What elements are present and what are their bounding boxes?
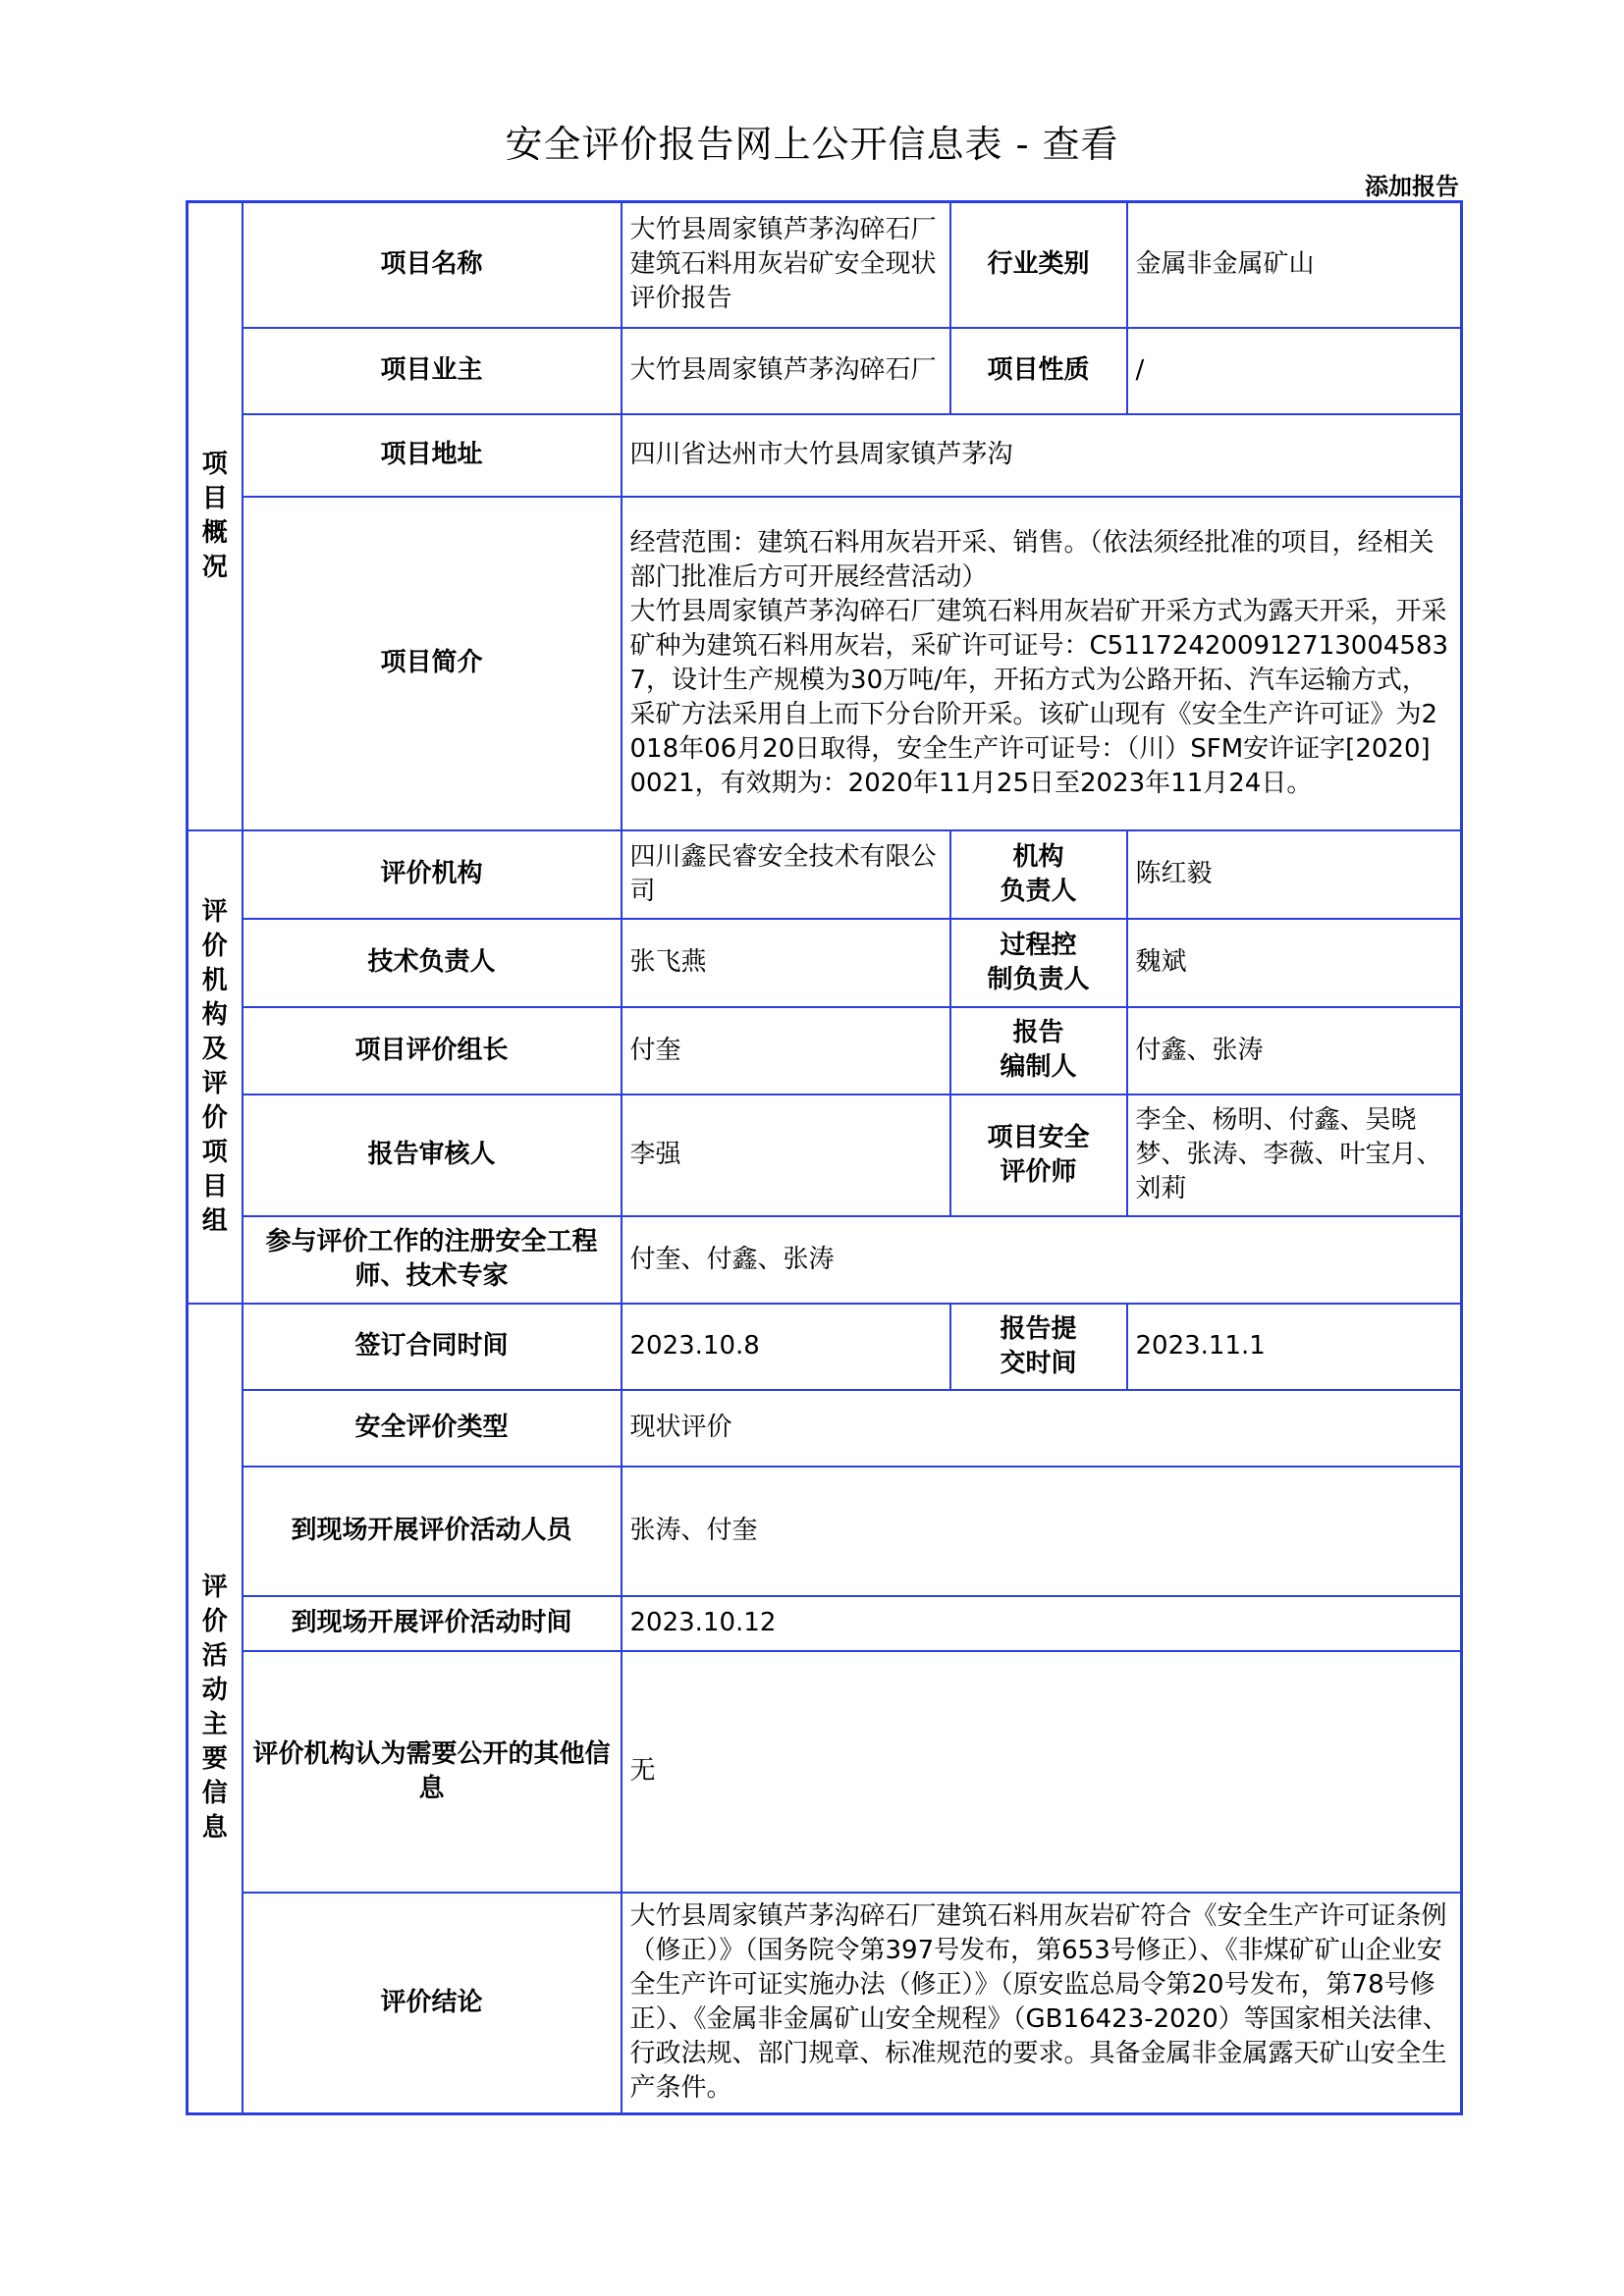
label-engineers: 参与评价工作的注册安全工程师、技术专家 [243, 1216, 622, 1304]
label-other-info: 评价机构认为需要公开的其他信息 [243, 1651, 622, 1893]
group-overview: 项 目 概 况 [188, 202, 243, 830]
row-site-date [188, 1596, 1462, 1651]
value-contract-date: 2023.10.8 [622, 1304, 950, 1390]
value-other-info: 无 [622, 1651, 1462, 1893]
label-conclusion: 评价结论 [243, 1893, 622, 2114]
value-process-head: 魏斌 [1127, 919, 1462, 1007]
value-engineers: 付奎、付鑫、张涛 [622, 1216, 1462, 1304]
value-owner: 大竹县周家镇芦茅沟碎石厂 [622, 328, 950, 414]
row-tech-head [188, 919, 1462, 1007]
label-eval-type: 安全评价类型 [243, 1390, 622, 1467]
label-report-author: 报告 编制人 [950, 1007, 1127, 1095]
value-safety-evaluator: 李全、杨明、付鑫、吴晓梦、张涛、李薇、叶宝月、刘莉 [1127, 1095, 1462, 1216]
label-industry: 行业类别 [950, 202, 1127, 328]
value-team-leader: 付奎 [622, 1007, 950, 1095]
value-eval-org: 四川鑫民睿安全技术有限公司 [622, 830, 950, 919]
label-safety-evaluator: 项目安全 评价师 [950, 1095, 1127, 1216]
row-conclusion [188, 1893, 1462, 2114]
label-owner: 项目业主 [243, 328, 622, 414]
row-project-name [188, 202, 1462, 328]
group-org: 评 价 机 构 及 评 价 项 目 组 [188, 830, 243, 1304]
value-tech-head: 张飞燕 [622, 919, 950, 1007]
label-contract-date: 签订合同时间 [243, 1304, 622, 1390]
label-address: 项目地址 [243, 414, 622, 497]
row-contract-date [188, 1304, 1462, 1390]
label-nature: 项目性质 [950, 328, 1127, 414]
value-intro: 经营范围：建筑石料用灰岩开采、销售。（依法须经批准的项目，经相关部门批准后方可开展经营活动） 大竹县周家镇芦茅沟碎石厂建筑石料用灰岩矿开采方式为露天开采，开采矿种为建筑石料用灰岩，采矿许可证号：C5117242009127130045837，设计生产规模为30万吨/年，开拓方式为公路开拓、汽车运输方式，采矿方法采用自上而下分台阶开采。该矿山现有《安全生产许可证》为2018年06月20日取得，安全生产许可证号：（川）SFM安许证字[2020] 0021，有效期为：2020年11月25日至2023年11月24日。 [622, 497, 1462, 830]
label-site-date: 到现场开展评价活动时间 [243, 1596, 622, 1651]
value-submit-date: 2023.11.1 [1127, 1304, 1462, 1390]
label-intro: 项目简介 [243, 497, 622, 830]
value-org-head: 陈红毅 [1127, 830, 1462, 919]
row-eval-org [188, 830, 1462, 919]
group-activity: 评 价 活 动 主 要 信 息 [188, 1304, 243, 2114]
row-address [188, 414, 1462, 497]
value-reviewer: 李强 [622, 1095, 950, 1216]
label-reviewer: 报告审核人 [243, 1095, 622, 1216]
info-table [186, 200, 1463, 2115]
label-project-name: 项目名称 [243, 202, 622, 328]
label-team-leader: 项目评价组长 [243, 1007, 622, 1095]
label-tech-head: 技术负责人 [243, 919, 622, 1007]
value-nature: / [1127, 328, 1462, 414]
value-eval-type: 现状评价 [622, 1390, 1462, 1467]
value-address: 四川省达州市大竹县周家镇芦茅沟 [622, 414, 1462, 497]
label-org-head: 机构 负责人 [950, 830, 1127, 919]
row-reviewer [188, 1095, 1462, 1216]
value-site-staff: 张涛、付奎 [622, 1467, 1462, 1596]
label-eval-org: 评价机构 [243, 830, 622, 919]
row-other-info [188, 1651, 1462, 1893]
row-engineers [188, 1216, 1462, 1304]
label-submit-date: 报告提 交时间 [950, 1304, 1127, 1390]
label-site-staff: 到现场开展评价活动人员 [243, 1467, 622, 1596]
label-process-head: 过程控 制负责人 [950, 919, 1127, 1007]
row-team-leader [188, 1007, 1462, 1095]
row-owner [188, 328, 1462, 414]
value-project-name: 大竹县周家镇芦茅沟碎石厂建筑石料用灰岩矿安全现状评价报告 [622, 202, 950, 328]
value-conclusion: 大竹县周家镇芦茅沟碎石厂建筑石料用灰岩矿符合《安全生产许可证条例（修正）》（国务院令第397号发布，第653号修正）、《非煤矿矿山企业安全生产许可证实施办法（修正）》（原安监总局令第20号发布，第78号修正）、《金属非金属矿山安全规程》（GB16423-2020）等国家相关法律、行政法规、部门规章、标准规范的要求。具备金属非金属露天矿山安全生产条件。 [622, 1893, 1462, 2114]
row-site-staff [188, 1467, 1462, 1596]
row-eval-type [188, 1390, 1462, 1467]
value-industry: 金属非金属矿山 [1127, 202, 1462, 328]
add-report-link[interactable]: 添加报告 [1365, 173, 1459, 200]
value-report-author: 付鑫、张涛 [1127, 1007, 1462, 1095]
row-intro [188, 497, 1462, 830]
value-site-date: 2023.10.12 [622, 1596, 1462, 1651]
page-title: 安全评价报告网上公开信息表 - 查看 [505, 123, 1119, 166]
